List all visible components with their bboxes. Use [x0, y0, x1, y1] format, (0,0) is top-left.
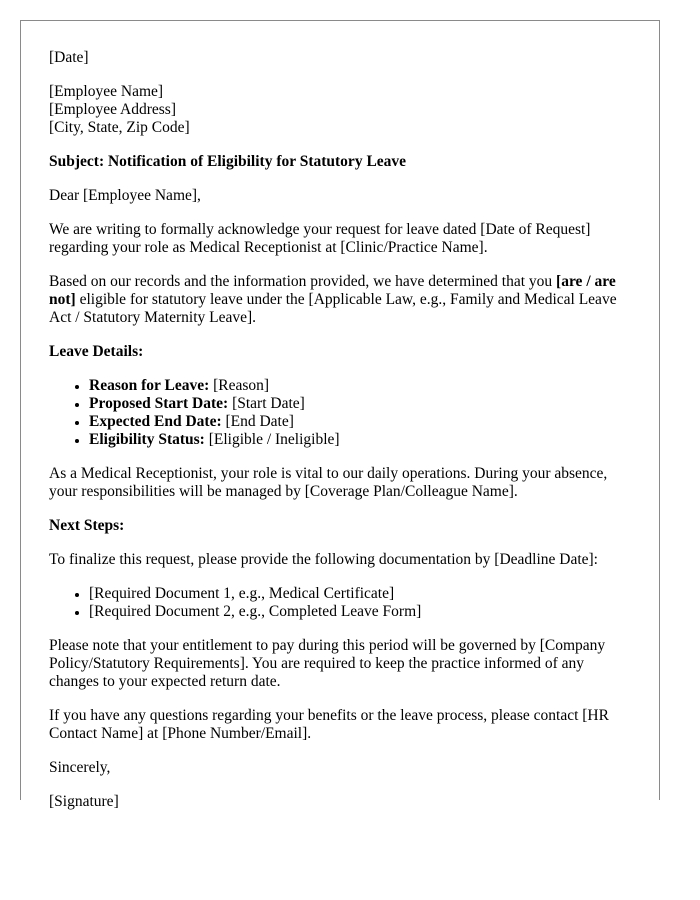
eligibility-text-suffix: eligible for statutory leave under the [Applicable Law, e.g., Family and Medical Leave Act / Statutory Maternity Leave].	[49, 291, 617, 326]
list-item: • [Required Document 2, e.g., Completed Leave Form]	[89, 603, 631, 621]
documents-list	[49, 585, 631, 621]
list-item	[89, 413, 631, 431]
detail-label: Expected End Date:	[89, 413, 222, 430]
detail-label: Eligibility Status:	[89, 431, 205, 448]
next-steps-heading: Next Steps:	[49, 517, 125, 534]
address-line: [City, State, Zip Code]	[49, 119, 190, 136]
address-line: [Employee Address]	[49, 101, 176, 118]
leave-details-heading: Leave Details:	[49, 343, 144, 360]
closing: Sincerely,	[49, 759, 111, 776]
salutation: Dear [Employee Name],	[49, 187, 201, 204]
list-item	[89, 431, 631, 449]
letter-page	[20, 20, 660, 810]
recipient-address	[49, 83, 631, 137]
list-item: • [Required Document 1, e.g., Medical Certificate]	[89, 585, 631, 603]
detail-value: [Start Date]	[228, 395, 305, 412]
address-line: [Employee Name]	[49, 83, 164, 100]
letter-date: [Date]	[49, 49, 89, 66]
paragraph-acknowledgement: We are writing to formally acknowledge your request for leave dated [Date of Request] regarding your role as Medical Receptionist at [Clinic/Practice Name].	[49, 221, 591, 256]
list-item	[89, 377, 631, 395]
paragraph-role: As a Medical Receptionist, your role is vital to our daily operations. During your absence, your responsibilities will be managed by [Coverage Plan/Colleague Name].	[49, 465, 608, 500]
letter-subject: Subject: Notification of Eligibility for Statutory Leave	[49, 153, 407, 170]
detail-value: [Eligible / Ineligible]	[204, 431, 340, 448]
eligibility-text-prefix: Based on our records and the information provided, we have determined that you	[49, 273, 557, 290]
detail-label: Proposed Start Date:	[89, 395, 229, 412]
list-item	[89, 395, 631, 413]
signature: [Signature]	[49, 793, 119, 810]
detail-label: Reason for Leave:	[89, 377, 210, 394]
detail-value: [End Date]	[221, 413, 294, 430]
eligibility-determination: [are / are not]	[49, 273, 616, 308]
letter-content	[21, 21, 659, 811]
paragraph-documentation: To finalize this request, please provide the following documentation by [Deadline Date]:	[49, 551, 598, 568]
paragraph-eligibility	[49, 273, 631, 327]
paragraph-contact: If you have any questions regarding your benefits or the leave process, please contact [HR Contact Name] at [Phone Number/Email].	[49, 707, 609, 742]
leave-details-list	[49, 377, 631, 449]
paragraph-pay: Please note that your entitlement to pay during this period will be governed by [Company Policy/Statutory Requirements]. You are required to keep the practice informed of any changes to your expected return date.	[49, 637, 606, 690]
detail-value: [Reason]	[209, 377, 270, 394]
